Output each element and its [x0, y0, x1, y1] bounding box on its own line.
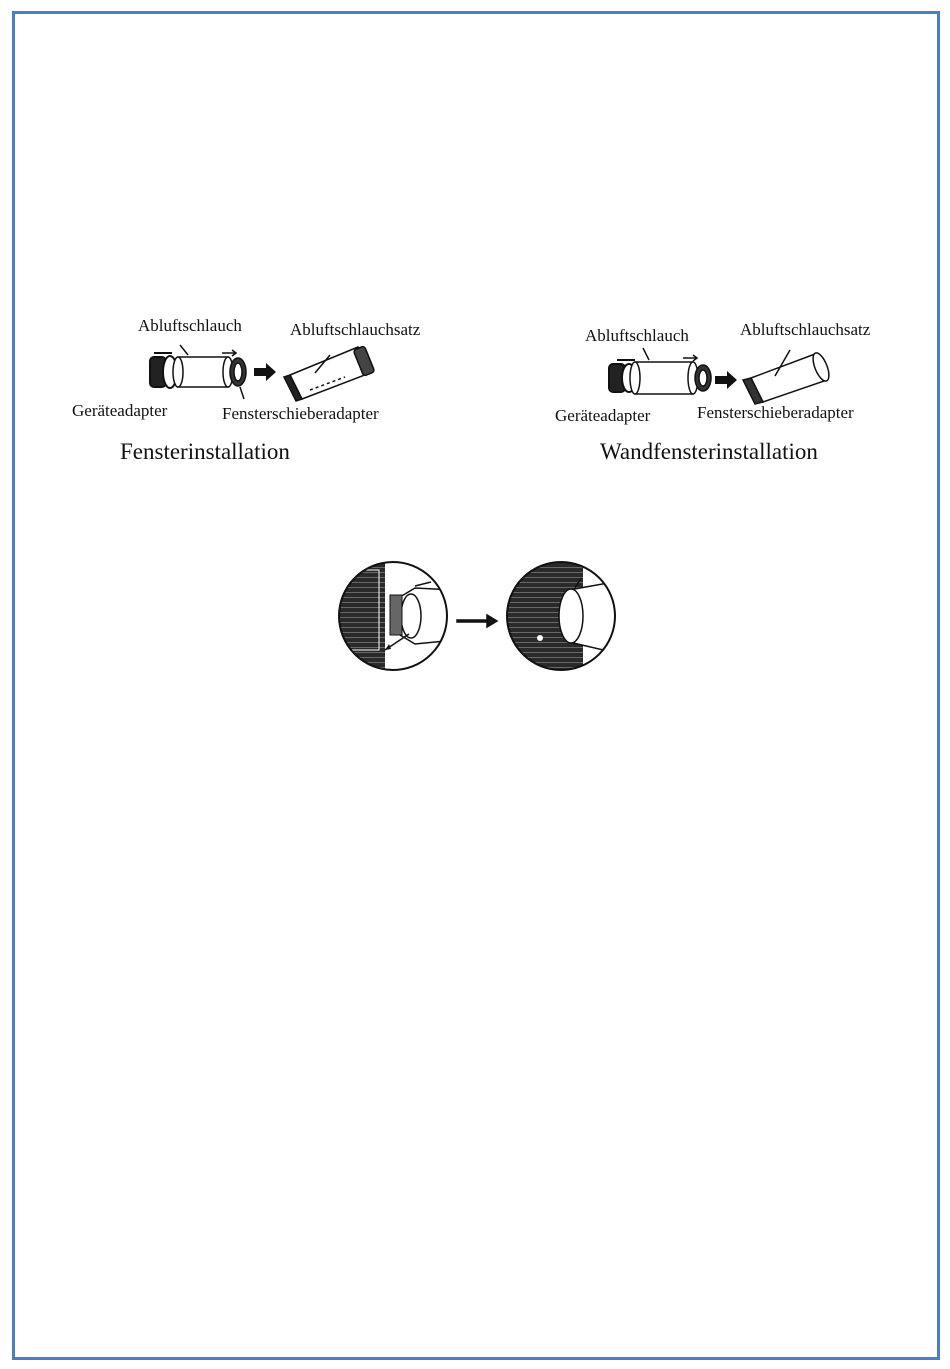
- adapter-connection-detail-illustration: [335, 560, 620, 675]
- right-hose-set-drawing: [743, 350, 832, 404]
- right-label-device-adapter: Geräteadapter: [555, 406, 651, 425]
- left-arrow-icon: [254, 363, 276, 381]
- left-label-hose-set: Abluftschlauchsatz: [290, 320, 421, 339]
- detail-arrow-icon: [457, 615, 497, 627]
- left-window-adapter-drawing: [230, 358, 246, 399]
- right-label-hose: Abluftschlauch: [585, 326, 689, 345]
- right-window-adapter-drawing: [695, 365, 711, 391]
- right-arrow-icon: [715, 371, 737, 389]
- left-hose-assembly-illustration: [140, 335, 420, 410]
- left-label-window-adapter: Fensterschieberadapter: [222, 404, 379, 423]
- left-caption: Fensterinstallation: [120, 439, 290, 464]
- right-caption: Wandfensterinstallation: [600, 439, 818, 464]
- detail-circle-before: [335, 560, 455, 675]
- right-label-window-adapter: Fensterschieberadapter: [697, 403, 854, 422]
- left-label-hose: Abluftschlauch: [138, 316, 242, 335]
- left-hose-set-drawing: [284, 346, 375, 401]
- right-hose-drawing: [630, 348, 698, 394]
- page-border: [12, 11, 940, 1360]
- left-label-device-adapter: Geräteadapter: [72, 401, 168, 420]
- right-hose-assembly-illustration: [605, 340, 885, 410]
- right-label-hose-set: Abluftschlauchsatz: [740, 320, 871, 339]
- left-hose-drawing: [173, 345, 236, 387]
